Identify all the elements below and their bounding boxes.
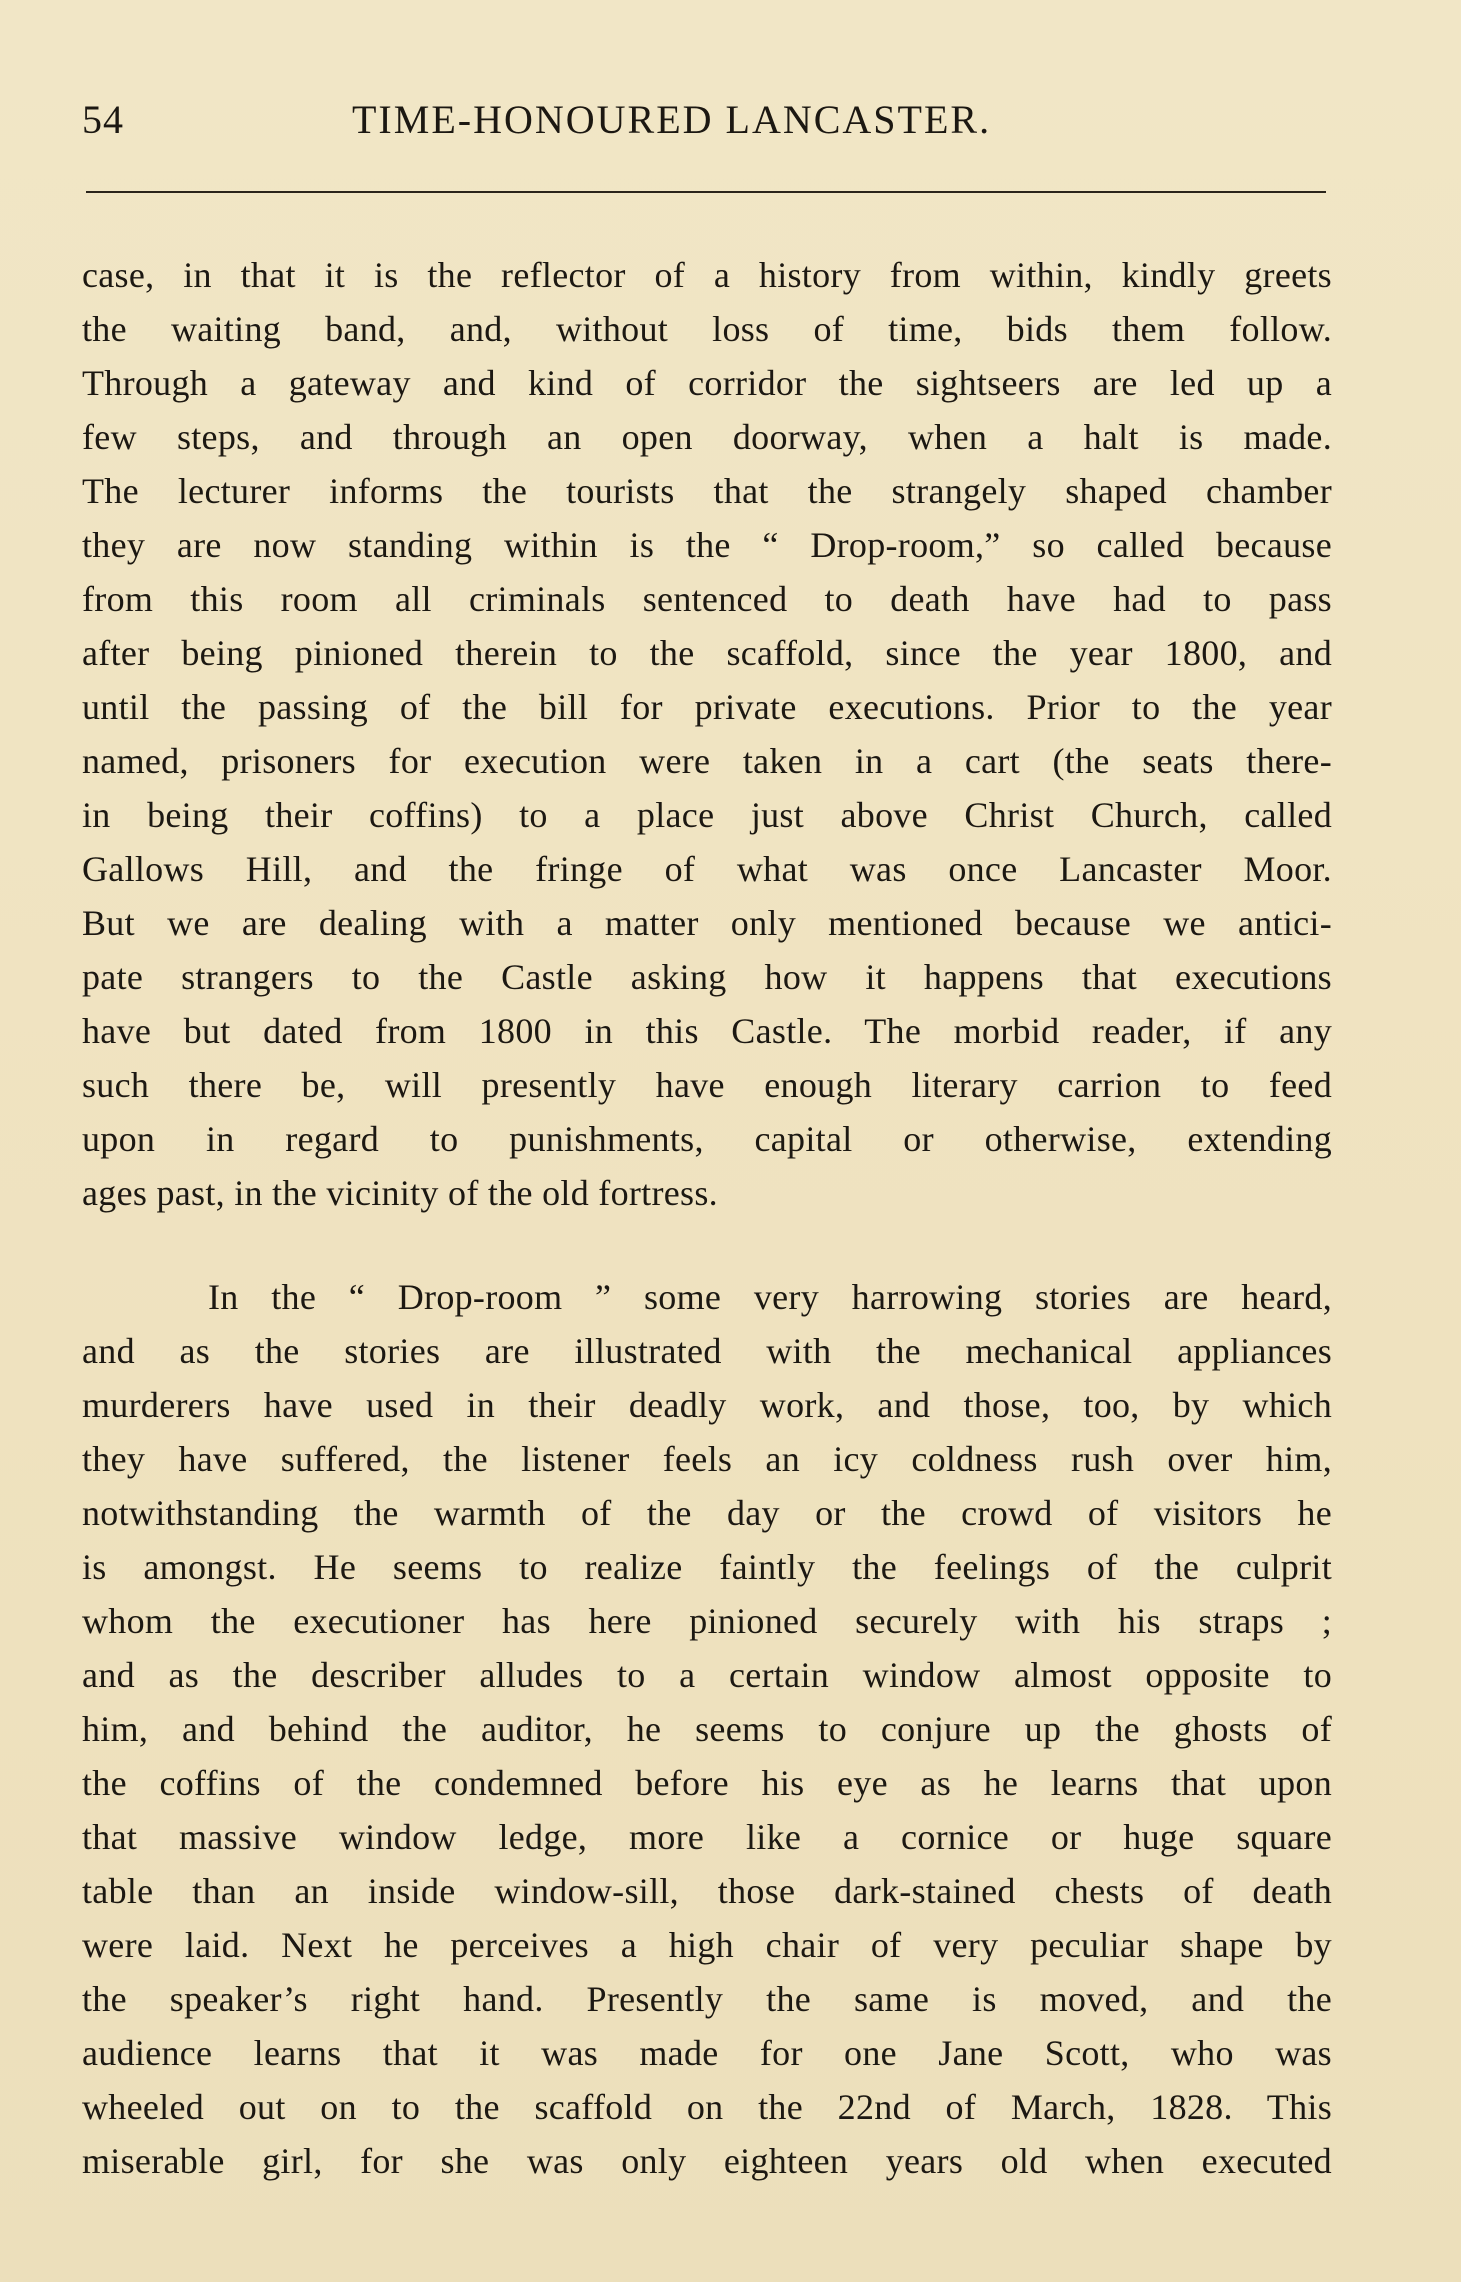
text-line: wheeled out on to the scaffold on the 22nd of March, 1828. This — [82, 2087, 1332, 2127]
page-number: 54 — [82, 97, 124, 142]
text-line: upon in regard to punishments, capital or otherwise, extending — [82, 1119, 1332, 1159]
text-line: until the passing of the bill for private executions. Prior to the year — [82, 687, 1332, 727]
text-line: case, in that it is the reflector of a history from within, kindly greets — [82, 255, 1332, 295]
text-line: and as the describer alludes to a certain window almost opposite to — [82, 1655, 1332, 1695]
text-line: and as the stories are illustrated with the mechanical appliances — [82, 1331, 1332, 1371]
text-line: the speaker’s right hand. Presently the same is moved, and the — [82, 1979, 1332, 2019]
text-line: miserable girl, for she was only eighteen years old when executed — [82, 2141, 1332, 2181]
text-line: the coffins of the condemned before his eye as he learns that upon — [82, 1763, 1332, 1803]
text-line: is amongst. He seems to realize faintly the feelings of the culprit — [82, 1547, 1332, 1587]
text-line: named, prisoners for execution were taken in a cart (the seats there- — [82, 741, 1332, 781]
text-line: In the “ Drop-room ” some very harrowing stories are heard, — [208, 1277, 1332, 1317]
text-line: The lecturer informs the tourists that the strangely shaped chamber — [82, 471, 1332, 511]
text-line: table than an inside window-sill, those dark-stained chests of death — [82, 1871, 1332, 1911]
text-line: ages past, in the vicinity of the old fortress. — [82, 1173, 718, 1213]
text-line: the waiting band, and, without loss of time, bids them follow. — [82, 309, 1332, 349]
text-line: Gallows Hill, and the fringe of what was once Lancaster Moor. — [82, 849, 1332, 889]
running-title: TIME-HONOURED LANCASTER. — [352, 97, 992, 142]
text-line: whom the executioner has here pinioned securely with his straps ; — [82, 1601, 1332, 1641]
text-line: audience learns that it was made for one Jane Scott, who was — [82, 2033, 1332, 2073]
text-line: they have suffered, the listener feels an icy coldness rush over him, — [82, 1439, 1332, 1479]
paragraph-gap — [82, 1220, 1332, 1270]
paragraph-2 — [82, 1270, 1332, 2188]
text-line: Through a gateway and kind of corridor the sightseers are led up a — [82, 363, 1332, 403]
text-line: in being their coffins) to a place just above Christ Church, called — [82, 795, 1332, 835]
text-line: were laid. Next he perceives a high chair of very peculiar shape by — [82, 1925, 1332, 1965]
page-header — [82, 96, 1322, 156]
text-line: him, and behind the auditor, he seems to conjure up the ghosts of — [82, 1709, 1332, 1749]
body-text — [82, 248, 1332, 2188]
text-line: after being pinioned therein to the scaffold, since the year 1800, and — [82, 633, 1332, 673]
text-line: they are now standing within is the “ Drop-room,” so called because — [82, 525, 1332, 565]
text-line: have but dated from 1800 in this Castle. The morbid reader, if any — [82, 1011, 1332, 1051]
text-line: that massive window ledge, more like a cornice or huge square — [82, 1817, 1332, 1857]
text-line: pate strangers to the Castle asking how it happens that executions — [82, 957, 1332, 997]
text-line: such there be, will presently have enough literary carrion to feed — [82, 1065, 1332, 1105]
text-line: murderers have used in their deadly work, and those, too, by which — [82, 1385, 1332, 1425]
text-line: But we are dealing with a matter only mentioned because we antici- — [82, 903, 1332, 943]
header-rule — [86, 191, 1326, 193]
text-line: from this room all criminals sentenced to death have had to pass — [82, 579, 1332, 619]
text-line: notwithstanding the warmth of the day or the crowd of visitors he — [82, 1493, 1332, 1533]
text-line: few steps, and through an open doorway, when a halt is made. — [82, 417, 1332, 457]
paragraph-1 — [82, 248, 1332, 1220]
